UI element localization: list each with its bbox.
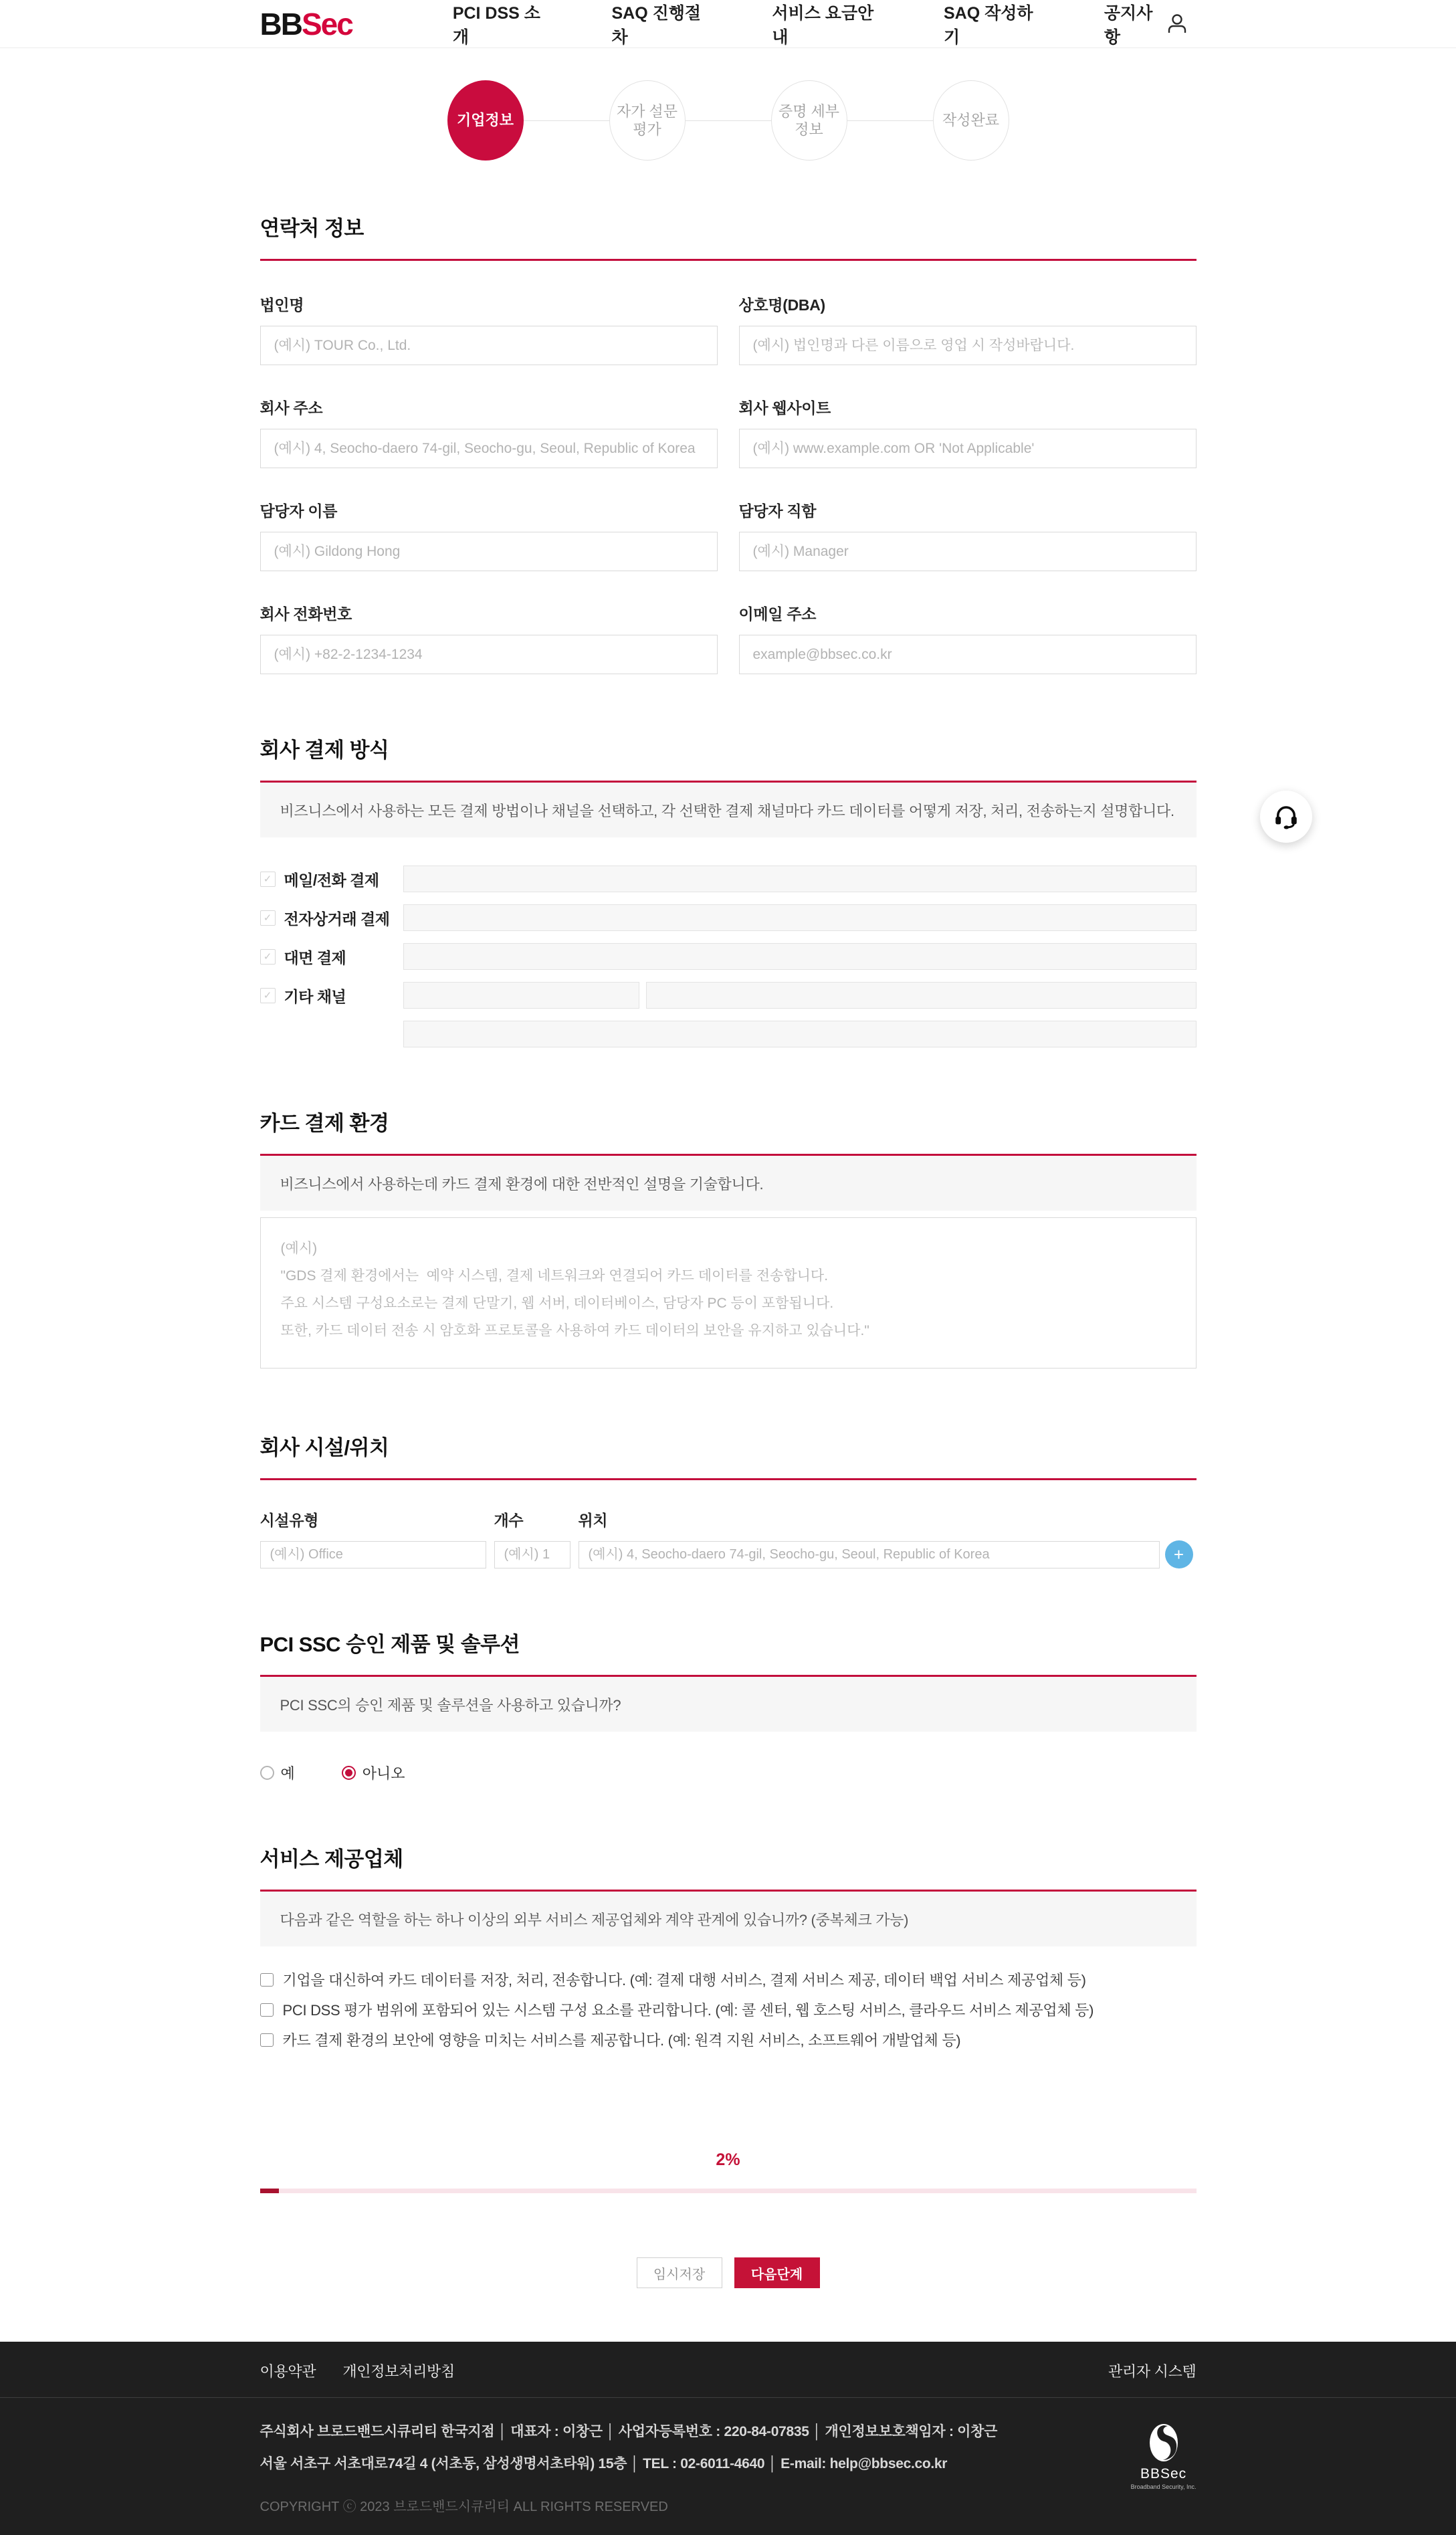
field-label: 담당자 이름 xyxy=(259,502,338,520)
section-service-providers xyxy=(260,1842,1197,2050)
field-label: 담당자 직함 xyxy=(738,502,817,520)
sp-option-3-checkbox[interactable] xyxy=(260,2033,274,2047)
section-title-service-providers: 서비스 제공업체 xyxy=(259,1847,403,1871)
check-icon: ✓ xyxy=(263,912,272,924)
plus-icon: + xyxy=(1173,1544,1184,1564)
pci-ssc-description: PCI SSC의 승인 제품 및 솔루션을 사용하고 있습니까? xyxy=(280,1696,621,1714)
payment-row-ecommerce xyxy=(260,904,1197,931)
check-icon: ✓ xyxy=(263,874,272,885)
radio-no-label: 아니오 xyxy=(362,1765,405,1782)
nav-pci-dss-intro[interactable]: PCI DSS 소개 xyxy=(452,3,540,47)
temp-save-button[interactable]: 임시저장 xyxy=(637,2257,722,2288)
payment-description-box xyxy=(260,783,1197,837)
field-company-address xyxy=(260,396,718,468)
service-providers-description: 다음과 같은 역할을 하는 하나 이상의 외부 서비스 제공업체와 계약 관계에 있습니까? (중복체크 가능) xyxy=(280,1911,909,1928)
card-env-textarea[interactable] xyxy=(260,1217,1197,1368)
card-env-description-box xyxy=(260,1156,1197,1211)
sp-option-1-label: 기업을 대신하여 카드 데이터를 저장, 처리, 전송합니다. (예: 결제 대행 서비스, 결제 서비스 제공, 데이터 백업 서비스 제공업체 등) xyxy=(282,1972,1086,1989)
facility-count-field xyxy=(494,1508,570,1568)
contact-name-input[interactable] xyxy=(260,532,718,571)
pci-ssc-radio-group xyxy=(260,1762,1197,1783)
sp-option-3-label: 카드 결제 환경의 보안에 영향을 미치는 서비스를 제공합니다. (예: 원격 지원 서비스, 소프트웨어 개발업체 등) xyxy=(282,2032,961,2049)
check-icon: ✓ xyxy=(263,990,272,1001)
facility-type-input[interactable] xyxy=(260,1541,486,1568)
nav-notice[interactable]: 공지사항 xyxy=(1104,3,1153,47)
footer-company-info xyxy=(260,2421,998,2515)
form-actions xyxy=(260,2257,1197,2342)
footer-link-terms[interactable]: 이용약관 xyxy=(259,2363,316,2380)
company-phone-input[interactable] xyxy=(260,635,718,674)
footer-link-admin-system[interactable]: 관리자 시스템 xyxy=(1108,2363,1197,2380)
bbsec-logo-mark xyxy=(1145,2422,1182,2463)
card-env-description: 비즈니스에서 사용하는데 카드 결제 환경에 대한 전반적인 설명을 기술합니다. xyxy=(280,1175,764,1193)
footer-logo-name: BBSec xyxy=(1140,2466,1187,2481)
radio-no-icon xyxy=(342,1766,356,1780)
facility-type-field xyxy=(260,1508,486,1568)
ecommerce-detail-input[interactable] xyxy=(403,904,1197,931)
section-card-environment xyxy=(260,1106,1197,1372)
field-company-website xyxy=(739,396,1197,468)
field-label: 개수 xyxy=(494,1512,524,1529)
payment-row-label: 대면 결제 xyxy=(284,948,346,967)
section-facilities xyxy=(260,1431,1197,1568)
section-rule xyxy=(260,259,1197,261)
next-step-button[interactable]: 다음단계 xyxy=(734,2257,820,2288)
email-address-input[interactable] xyxy=(739,635,1197,674)
footer-info-line1: 주식회사 브로드밴드시큐리티 한국지점 │ 대표자 : 이창근 │ 사업자등록번호 : 220-84-07835 │ 개인정보보호책임자 : 이창근 xyxy=(259,2424,998,2439)
footer-copyright: COPYRIGHT ⓒ 2023 브로드밴드시큐리티 ALL RIGHTS RESERVED xyxy=(259,2500,668,2514)
ecommerce-checkbox[interactable] xyxy=(260,910,276,926)
service-provider-option-1 xyxy=(260,1969,1197,1990)
header xyxy=(0,0,1456,48)
field-label: 시설유형 xyxy=(259,1512,319,1529)
sp-option-2-checkbox[interactable] xyxy=(260,2003,274,2017)
payment-row-other-channel xyxy=(260,982,1197,1009)
nav-pricing[interactable]: 서비스 요금안내 xyxy=(772,3,874,47)
brand-logo-bb: BB xyxy=(259,6,302,41)
field-label: 회사 웹사이트 xyxy=(738,399,831,417)
company-website-input[interactable] xyxy=(739,429,1197,468)
footer-link-privacy[interactable]: 개인정보처리방침 xyxy=(342,2363,455,2380)
field-company-phone xyxy=(260,602,718,674)
payment-row-label: 메일/전화 결제 xyxy=(284,871,379,889)
section-title-payment: 회사 결제 방식 xyxy=(259,738,389,762)
field-label: 상호명(DBA) xyxy=(738,296,825,314)
other-channel-detail-input[interactable] xyxy=(646,982,1197,1009)
progress-steps xyxy=(260,48,1197,187)
field-dba-name xyxy=(739,293,1197,365)
field-label: 이메일 주소 xyxy=(738,605,817,623)
form-progress xyxy=(260,2150,1197,2193)
section-title-facilities: 회사 시설/위치 xyxy=(259,1436,389,1459)
field-email-address xyxy=(739,602,1197,674)
payment-row-other-extra xyxy=(403,1021,1197,1047)
step-company-info[interactable]: 기업정보 xyxy=(447,80,524,161)
dba-name-input[interactable] xyxy=(739,326,1197,365)
sp-option-2-label: PCI DSS 평가 범위에 포함되어 있는 시스템 구성 요소를 관리합니다. (예: 콜 센터, 웹 호스팅 서비스, 클라우드 서비스 제공업체 등) xyxy=(282,2002,1094,2019)
section-title-contact: 연락처 정보 xyxy=(259,217,364,240)
other-channel-extra-input[interactable] xyxy=(403,1021,1197,1047)
radio-yes-icon xyxy=(260,1766,274,1780)
payment-row-in-person xyxy=(260,943,1197,970)
section-pci-ssc xyxy=(260,1627,1197,1783)
field-label: 법인명 xyxy=(259,296,304,314)
payment-row-label: 기타 채널 xyxy=(284,987,346,1005)
in-person-detail-input[interactable] xyxy=(403,943,1197,970)
company-address-input[interactable] xyxy=(260,429,718,468)
section-contact-info xyxy=(260,211,1197,674)
radio-option-no[interactable] xyxy=(342,1762,405,1783)
service-providers-description-box xyxy=(260,1892,1197,1946)
footer-info-line2: 서울 서초구 서초대로74길 4 (서초동, 삼성생명서초타워) 15층 │ TEL : 02-6011-4640 │ E-mail: help@bbsec.co.kr xyxy=(259,2456,948,2471)
contact-title-input[interactable] xyxy=(739,532,1197,571)
radio-option-yes[interactable] xyxy=(260,1762,295,1783)
step-complete[interactable]: 작성완료 xyxy=(933,80,1009,161)
brand-logo[interactable] xyxy=(260,6,352,42)
radio-yes-label: 예 xyxy=(280,1765,295,1782)
progress-bar-track xyxy=(260,2189,1197,2193)
brand-logo-sec: Sec xyxy=(301,6,352,41)
step-connector xyxy=(686,120,771,121)
nav-saq-process[interactable]: SAQ 진행절차 xyxy=(611,3,702,47)
progress-bar-fill xyxy=(260,2189,279,2193)
main-nav xyxy=(453,0,1163,48)
step-attestation-details[interactable]: 증명 세부정보 xyxy=(771,80,847,161)
payment-row-mail-phone xyxy=(260,866,1197,892)
field-contact-title xyxy=(739,499,1197,571)
payment-row-label: 전자상거래 결제 xyxy=(284,910,390,928)
sp-option-1-checkbox[interactable] xyxy=(260,1973,274,1987)
user-icon xyxy=(1164,11,1190,37)
corporate-name-input[interactable] xyxy=(260,326,718,365)
step-connector xyxy=(847,120,933,121)
nav-saq-write[interactable]: SAQ 작성하기 xyxy=(943,3,1033,47)
footer-logo xyxy=(1131,2421,1197,2515)
section-title-card-env: 카드 결제 환경 xyxy=(259,1112,389,1135)
section-payment-methods xyxy=(260,733,1197,1047)
payment-description: 비즈니스에서 사용하는 모든 결제 방법이나 채널을 선택하고, 각 선택한 결제 채널마다 카드 데이터를 어떻게 저장, 처리, 전송하는지 설명합니다. xyxy=(280,802,1174,819)
facility-location-field xyxy=(579,1508,1160,1568)
other-channel-checkbox[interactable] xyxy=(260,988,276,1003)
check-icon: ✓ xyxy=(263,951,272,962)
footer xyxy=(0,2342,1456,2535)
user-account-button[interactable] xyxy=(1163,9,1190,39)
main-content xyxy=(260,48,1197,2342)
facility-count-input[interactable] xyxy=(494,1541,570,1568)
field-contact-name xyxy=(260,499,718,571)
service-provider-option-2 xyxy=(260,1999,1197,2020)
field-label: 위치 xyxy=(578,1512,608,1529)
help-floating-button[interactable] xyxy=(1260,791,1312,843)
mail-phone-checkbox[interactable] xyxy=(260,872,276,887)
field-corporate-name xyxy=(260,293,718,365)
other-channel-name-input[interactable] xyxy=(403,982,639,1009)
section-rule xyxy=(260,1478,1197,1480)
footer-logo-sub: Broadband Security, Inc. xyxy=(1130,2483,1197,2490)
mail-phone-detail-input[interactable] xyxy=(403,866,1197,892)
in-person-checkbox[interactable] xyxy=(260,949,276,965)
field-label: 회사 전화번호 xyxy=(259,605,352,623)
facility-location-input[interactable] xyxy=(579,1541,1160,1568)
step-self-assessment[interactable]: 자가 설문 평가 xyxy=(609,80,686,161)
field-label: 회사 주소 xyxy=(259,399,323,417)
section-title-pci-ssc: PCI SSC 승인 제품 및 솔루션 xyxy=(259,1633,520,1656)
add-facility-button[interactable] xyxy=(1165,1540,1193,1568)
pci-ssc-description-box xyxy=(260,1677,1197,1732)
headset-icon xyxy=(1272,803,1300,831)
step-connector xyxy=(524,120,609,121)
progress-percent-label: 2% xyxy=(716,2150,740,2169)
service-provider-option-3 xyxy=(260,2029,1197,2050)
